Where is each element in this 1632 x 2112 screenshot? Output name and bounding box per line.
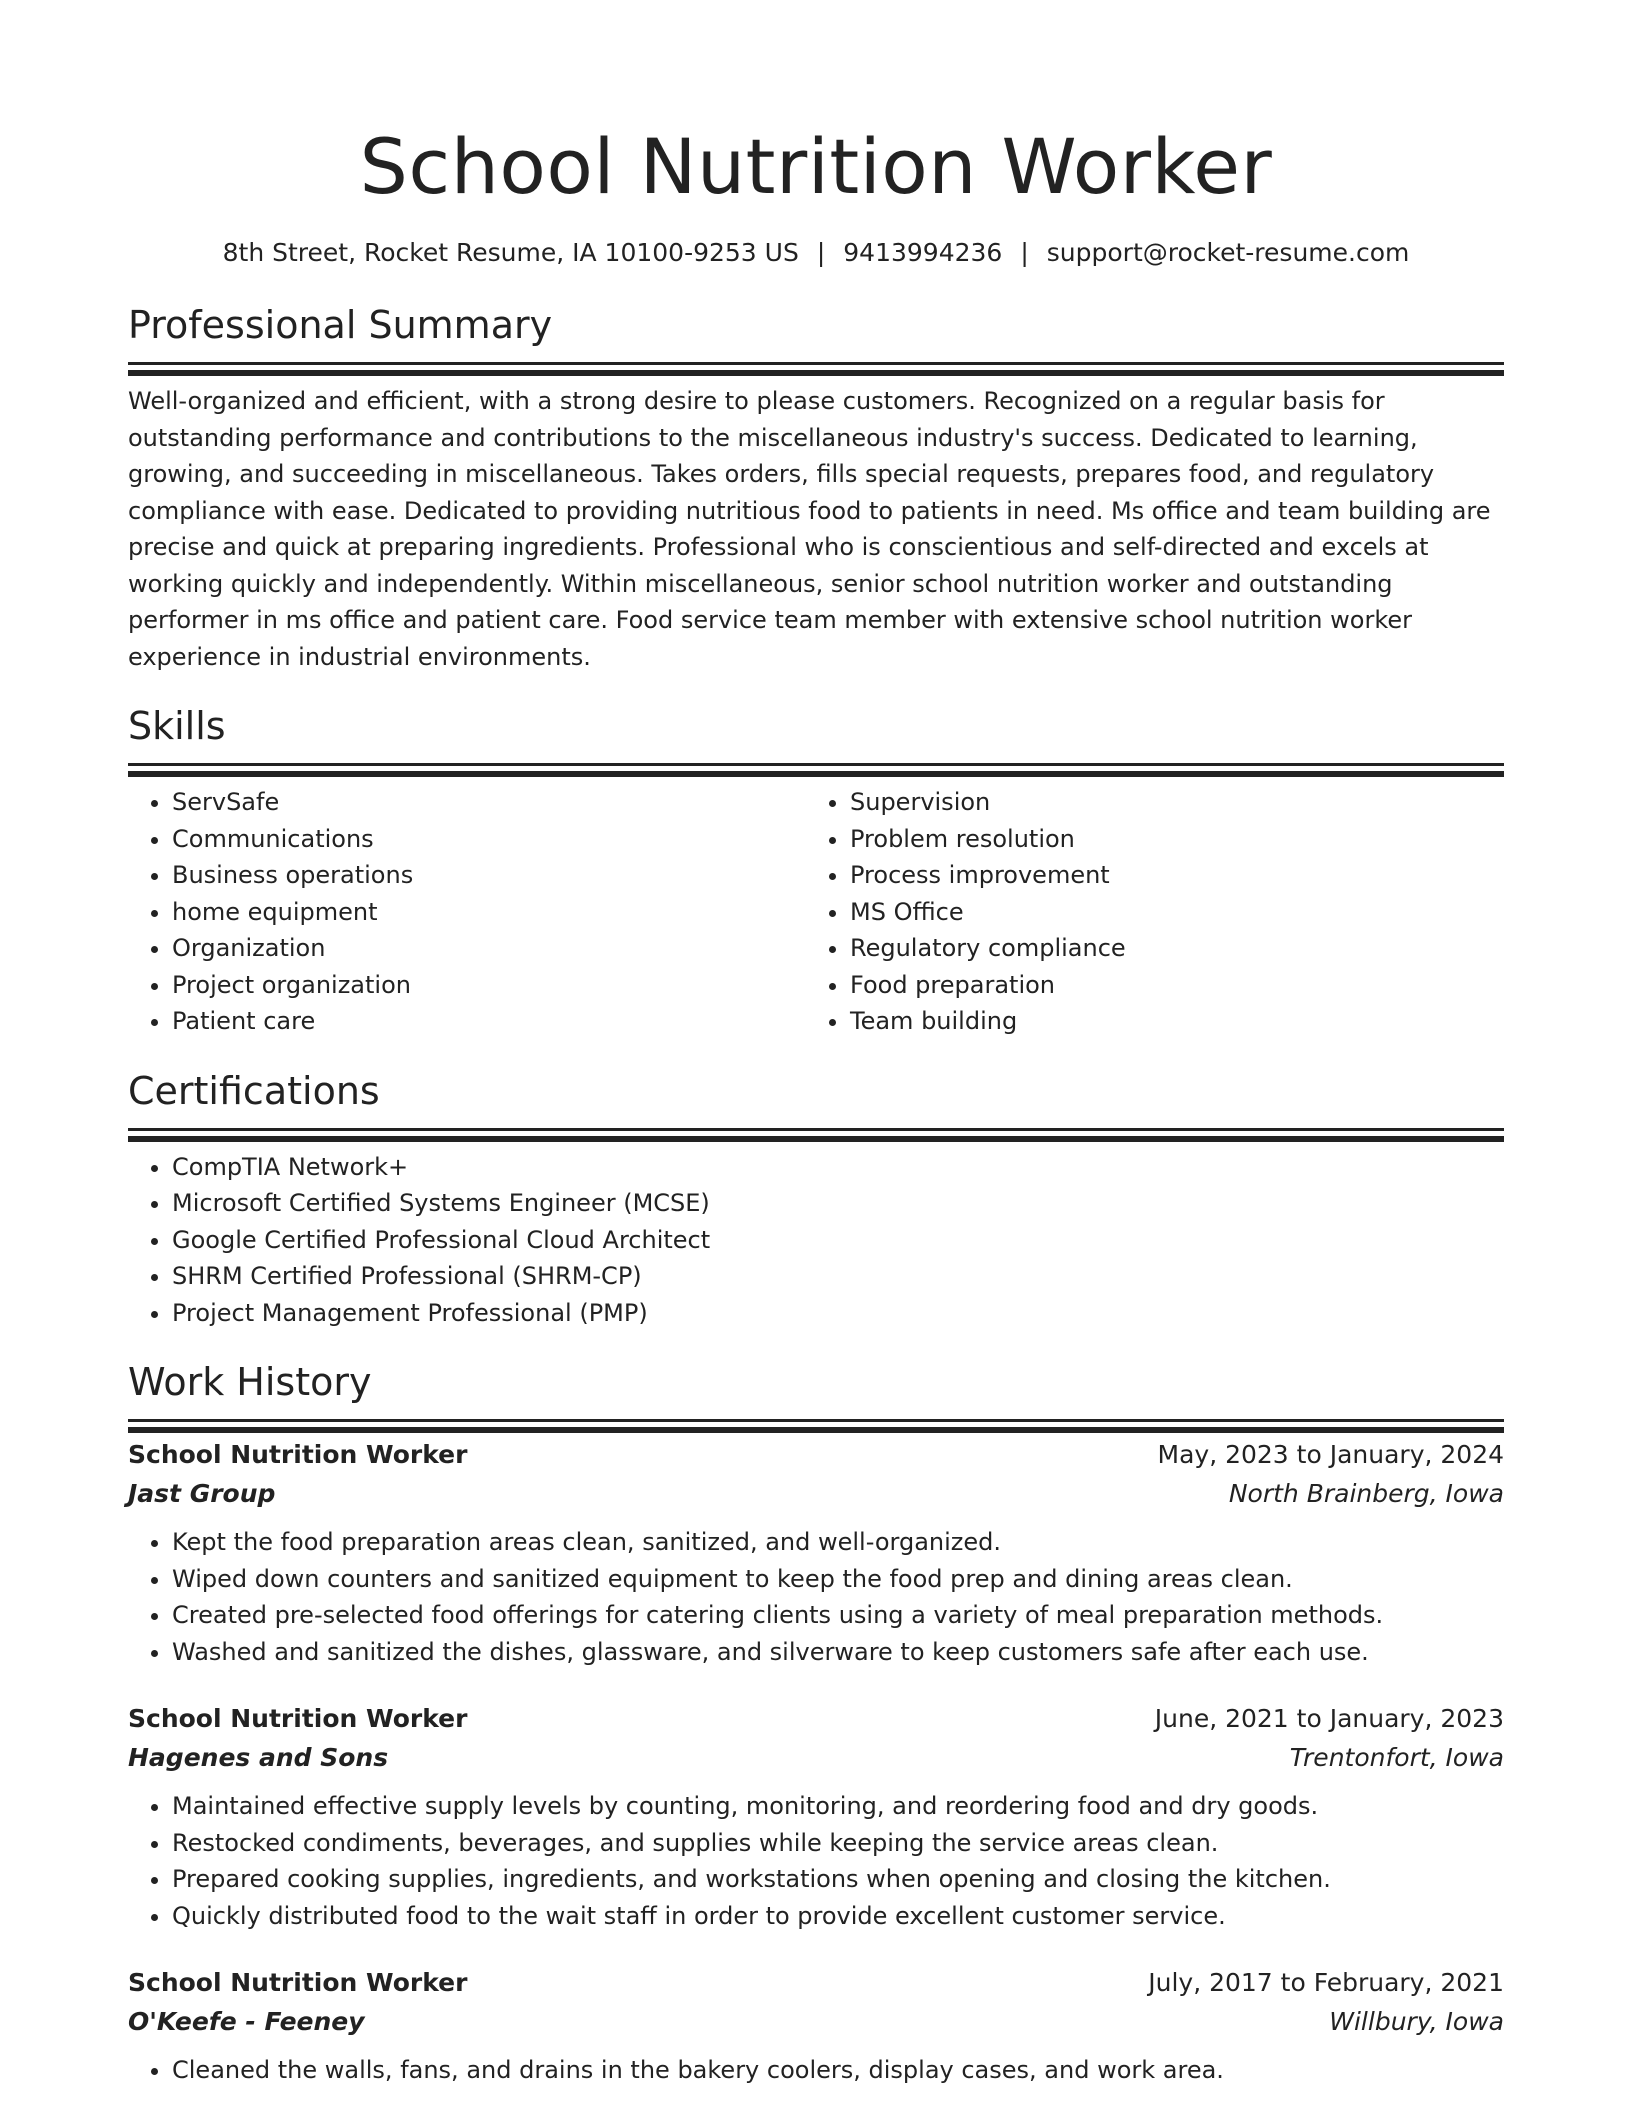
job-company: Hagenes and Sons xyxy=(128,1743,389,1772)
skill-item: • Project organization xyxy=(172,967,806,1004)
contact-address: 8th Street, Rocket Resume, IA 10100-9253 US xyxy=(222,238,799,267)
skill-item: • Organization xyxy=(172,930,806,967)
certifications-section xyxy=(128,1066,1504,1332)
contact-line xyxy=(128,236,1504,270)
job-duties xyxy=(128,2052,1504,2089)
job-duty: • Created pre-selected food offerings for catering clients using a variety of meal preparation methods. xyxy=(172,1597,1504,1634)
job-dates: July, 2017 to February, 2021 xyxy=(1148,1968,1504,1997)
skill-item: • ServSafe xyxy=(172,784,806,821)
summary-text: Well-organized and efficient, with a strong desire to please customers. Recognized on a regular basis for outstanding performance and contributions to the miscellaneous industry's success. Dedicated to learning, growing, and succeeding in miscellaneous. Takes orders, fills special requests, prepares food, and regulatory compliance with ease. Dedicated to providing nutritious food to patients in need. Ms office and team building are precise and quick at preparing ingredients. Professional who is conscientious and self-directed and excels at working quickly and independently. Within miscellaneous, senior school nutrition worker and outstanding performer in ms office and patient care. Food service team member with extensive school nutrition worker experience in industrial environments. xyxy=(128,387,1491,671)
skill-item: • Process improvement xyxy=(850,857,1484,894)
contact-separator: | xyxy=(816,238,826,267)
job-dates: May, 2023 to January, 2024 xyxy=(1157,1440,1504,1469)
skills-section xyxy=(128,701,1504,1040)
job-entry xyxy=(128,1436,1504,1670)
job-duty: • Washed and sanitized the dishes, glassware, and silverware to keep customers safe after each use. xyxy=(172,1634,1504,1671)
contact-email: support@rocket-resume.com xyxy=(1046,238,1410,267)
job-company: Jast Group xyxy=(128,1479,276,1508)
work-history-section xyxy=(128,1357,1504,2089)
job-entry xyxy=(128,1700,1504,1934)
job-location: Willbury, Iowa xyxy=(1329,2007,1504,2036)
skill-item: • Team building xyxy=(850,1003,1484,1040)
skill-item: • Problem resolution xyxy=(850,821,1484,858)
certification-item: • Google Certified Professional Cloud Architect xyxy=(172,1222,1504,1259)
certification-item: • Microsoft Certified Systems Engineer (MCSE) xyxy=(172,1185,1504,1222)
skill-item: • Communications xyxy=(172,821,806,858)
skill-item: • MS Office xyxy=(850,894,1484,931)
certifications-list xyxy=(128,1149,1504,1332)
summary-section xyxy=(128,300,1504,675)
section-divider xyxy=(128,763,1504,766)
contact-phone: 9413994236 xyxy=(843,238,1003,267)
skills-grid xyxy=(128,784,1504,1040)
job-duties xyxy=(128,1788,1504,1934)
skills-column-right xyxy=(806,784,1484,1040)
contact-separator: | xyxy=(1020,238,1029,267)
skill-item: • Business operations xyxy=(172,857,806,894)
section-divider xyxy=(128,1128,1504,1131)
resume-page xyxy=(128,0,1504,2089)
job-duties xyxy=(128,1524,1504,1670)
job-duty: • Prepared cooking supplies, ingredients, and workstations when opening and closing the kitchen. xyxy=(172,1861,1504,1898)
summary-heading: Professional Summary xyxy=(128,303,553,347)
job-duty: • Quickly distributed food to the wait staff in order to provide excellent customer service. xyxy=(172,1898,1504,1935)
skills-heading: Skills xyxy=(128,704,226,748)
job-title: School Nutrition Worker xyxy=(128,1440,468,1469)
job-title: School Nutrition Worker xyxy=(128,1704,468,1733)
skill-item: • Food preparation xyxy=(850,967,1484,1004)
skills-column-left xyxy=(128,784,806,1040)
section-divider xyxy=(128,362,1504,365)
job-company: O'Keefe - Feeney xyxy=(128,2007,365,2036)
resume-name: School Nutrition Worker xyxy=(359,122,1273,211)
certification-item: • CompTIA Network+ xyxy=(172,1149,1504,1186)
job-duty: • Kept the food preparation areas clean, sanitized, and well-organized. xyxy=(172,1524,1504,1561)
job-dates: June, 2021 to January, 2023 xyxy=(1154,1704,1504,1733)
certifications-heading: Certifications xyxy=(128,1068,380,1113)
work-history-heading: Work History xyxy=(128,1360,372,1404)
job-duty: • Maintained effective supply levels by counting, monitoring, and reordering food and dry goods. xyxy=(172,1788,1504,1825)
skill-item: • home equipment xyxy=(172,894,806,931)
job-duty: • Cleaned the walls, fans, and drains in the bakery coolers, display cases, and work area. xyxy=(172,2052,1504,2089)
skill-item: • Supervision xyxy=(850,784,1484,821)
certification-item: • Project Management Professional (PMP) xyxy=(172,1295,1504,1332)
job-location: Trentonfort, Iowa xyxy=(1289,1743,1504,1772)
skill-item: • Patient care xyxy=(172,1003,806,1040)
job-entry xyxy=(128,1964,1504,2089)
skill-item: • Regulatory compliance xyxy=(850,930,1484,967)
job-duty: • Wiped down counters and sanitized equipment to keep the food prep and dining areas clean. xyxy=(172,1561,1504,1598)
job-title: School Nutrition Worker xyxy=(128,1968,468,1997)
job-duty: • Restocked condiments, beverages, and supplies while keeping the service areas clean. xyxy=(172,1825,1504,1862)
section-divider xyxy=(128,1419,1504,1422)
job-location: North Brainberg, Iowa xyxy=(1228,1479,1504,1508)
certification-item: • SHRM Certified Professional (SHRM-CP) xyxy=(172,1258,1504,1295)
